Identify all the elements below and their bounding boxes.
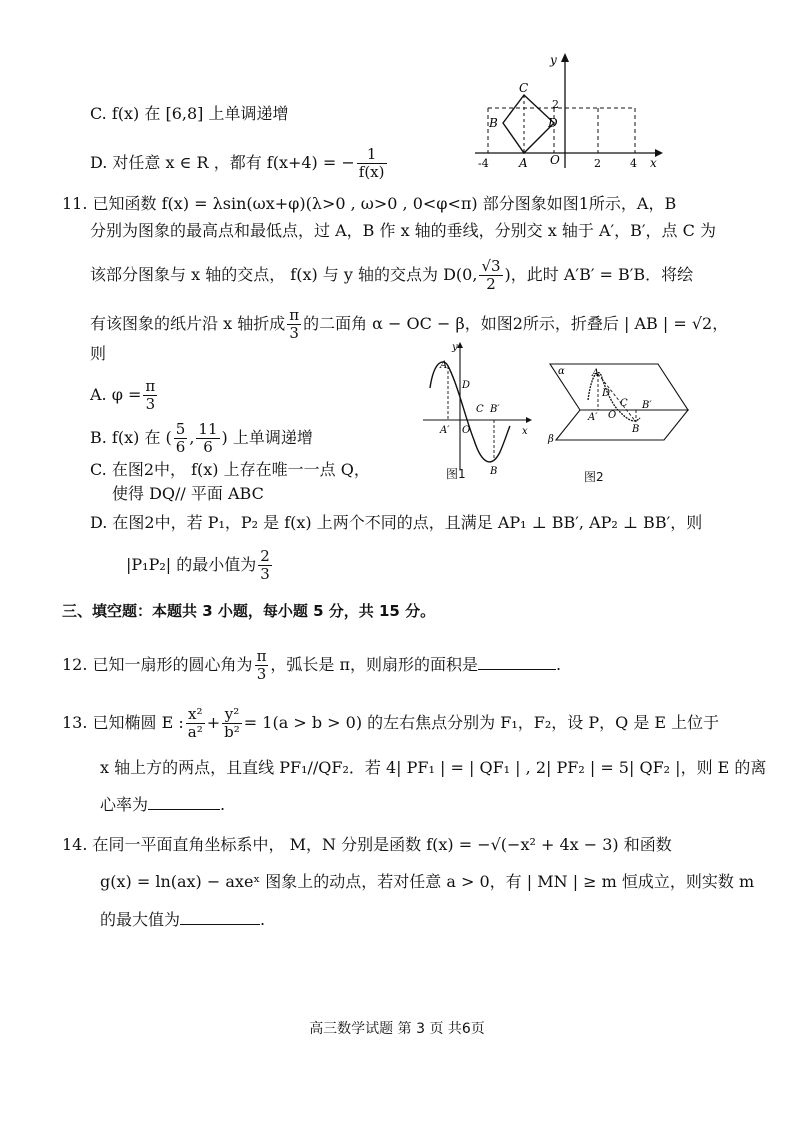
page-footer: 高三数学试题 第 3 页 共6页: [309, 1021, 485, 1037]
q11-line-2: 分别为图象的最高点和最低点，过 A，B 作 x 轴的垂线，分别交 x 轴于 A′，B′，点 C 为: [90, 221, 716, 240]
fig1-label: B′: [490, 404, 500, 415]
fig2-label: B′: [642, 400, 652, 411]
fig1-label: B: [490, 466, 498, 477]
section-3-title: 三、填空题：本题共 3 小题，每小题 5 分，共 15 分。: [62, 602, 436, 620]
fig1-label: A′: [440, 425, 450, 436]
fig2-label: A′: [588, 412, 598, 423]
q10-graph: [470, 50, 670, 175]
q11-option-c-line-1: C. 在图2中， f(x) 上存在唯一一点 Q，: [90, 460, 370, 479]
q10-graph-label: A: [519, 156, 528, 170]
q13-line-2: x 轴上方的两点，且直线 PF₁//QF₂．若 4| PF₁ | = | QF₁ | , 2| PF₂ | = 5| QF₂ |，则 E 的离: [100, 758, 767, 777]
q10-option-c: C. f(x) 在 [6,8] 上单调递增: [90, 104, 289, 123]
q10-option-d: D. 对任意 x ∈ R ，都有 f(x+4) = − $\frac{1}{f(x)}$: [90, 145, 385, 181]
q12: 12. 已知一扇形的圆心角为 $\frac{\pi}{3}$ ，弧长是 π，则扇形的面积是 .: [62, 647, 562, 683]
fig2-caption: 图2: [584, 470, 604, 484]
fig2-label: C: [620, 398, 628, 409]
fig2-label: A: [592, 368, 600, 379]
q11-option-c-line-2: 使得 DQ// 平面 ABC: [112, 484, 264, 503]
fig1-label: D: [462, 380, 471, 391]
q10-graph-label: C: [519, 81, 529, 95]
q14-line-1: 14. 在同一平面直角坐标系中， M，N 分别是函数 f(x) = −√(−x² + 4x − 3) 和函数: [62, 835, 672, 854]
fig1-label: A: [440, 360, 448, 371]
fig2-label: B: [632, 424, 640, 435]
q14-line-3: 的最大值为 .: [100, 910, 266, 929]
fig2-label: β: [548, 434, 554, 445]
fig2-label: α: [558, 366, 565, 377]
q13-answer-blank[interactable]: [148, 795, 220, 810]
q10-graph-label: D: [548, 116, 558, 130]
q11-line-5: 则: [90, 344, 107, 363]
fig2-label: D: [602, 388, 611, 399]
q10-graph-label: y: [550, 53, 557, 67]
q10-graph-label: 2: [552, 98, 559, 111]
q12-answer-blank[interactable]: [478, 655, 556, 670]
q11-option-a: A. φ = $\frac{\pi}{3}$: [90, 377, 156, 413]
q14-line-2: g(x) = ln(ax) − axeˣ 图象上的动点，若对任意 a > 0，有 | MN | ≥ m 恒成立，则实数 m: [100, 872, 755, 891]
q11-option-d-line-1: D. 在图2中，若 P₁，P₂ 是 f(x) 上两个不同的点，且满足 AP₁ ⊥ BB′, AP₂ ⊥ BB′，则: [90, 513, 703, 532]
fig1-caption: 图1: [446, 467, 466, 481]
q11-figure-1: [418, 340, 536, 482]
q11-line-1: 11. 已知函数 f(x) = λsin(ωx+φ)(λ>0 , ω>0 , 0<φ<π) 部分图象如图1所示，A，B: [62, 194, 677, 213]
q11-option-b: B. f(x) 在 ( $\frac{5}{6}$ , $\frac{11}{6}$ ) 上单调递增: [90, 420, 313, 456]
q13-line-3: 心率为 .: [100, 795, 226, 814]
fig1-label: C: [476, 404, 484, 415]
q10-graph-label: B: [489, 116, 498, 130]
fig1-label: O: [462, 425, 471, 436]
q11-line-4: 有该图象的纸片沿 x 轴折成 $\frac{\pi}{3}$ 的二面角 α − OC − β，如图2所示，折叠后 | AB | = √2，: [90, 306, 729, 342]
q11-option-d-line-2: |P₁P₂| 的最小值为 $\frac{2}{3}$: [126, 547, 270, 583]
fig1-label: y: [452, 342, 458, 353]
q13-line-1: 13. 已知椭圆 E : $\frac{\text{x²}}{\text{a²}}$ + $\frac{\text{y²}}{\text{b²}}$ = 1(a > b > 0) 的左右焦点分别为 F₁，F₂，设 P，Q 是 E 上位于: [62, 705, 720, 741]
q14-answer-blank[interactable]: [180, 910, 260, 925]
q10-graph-label: 4: [630, 157, 637, 170]
fig2-label: O: [608, 410, 617, 421]
q10-graph-label: O: [550, 153, 560, 167]
q11-line-3: 该部分图象与 x 轴的交点， f(x) 与 y 轴的交点为 D(0, $\frac{√3}{2}$ )，此时 A′B′ = B′B．将绘: [90, 257, 694, 293]
q11-figure-2: [540, 360, 700, 465]
q10-graph-label: x: [650, 156, 657, 170]
q10-graph-label: 2: [594, 157, 601, 170]
q10-graph-label: -4: [478, 157, 489, 170]
fig1-label: x: [522, 426, 528, 437]
